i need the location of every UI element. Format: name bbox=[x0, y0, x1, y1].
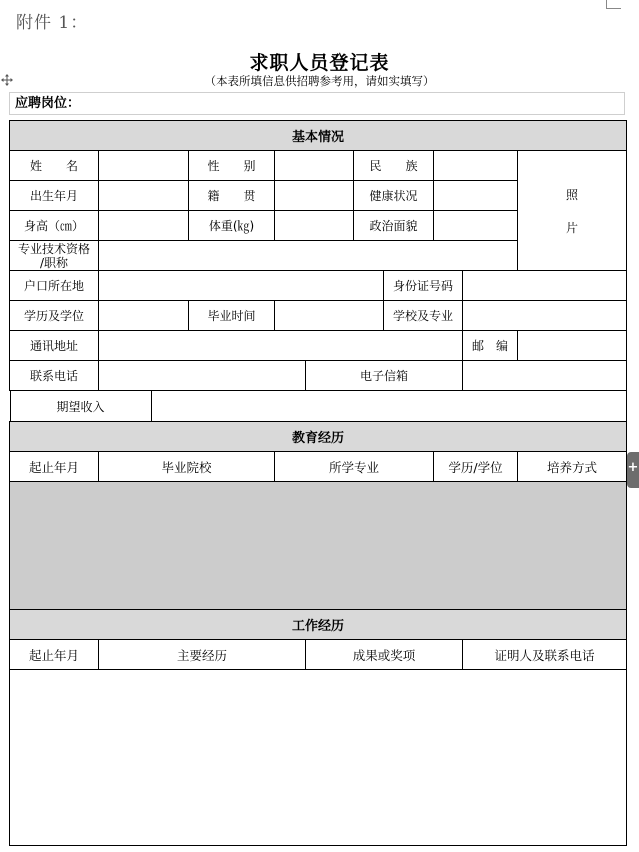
work-col-achievements: 成果或奖项 bbox=[306, 640, 463, 670]
edu-col-school: 毕业院校 bbox=[99, 452, 275, 482]
education-entries-area[interactable] bbox=[10, 482, 627, 610]
table-move-icon[interactable] bbox=[1, 74, 13, 86]
side-expand-tab[interactable] bbox=[627, 452, 639, 488]
input-hukou[interactable] bbox=[99, 271, 384, 301]
label-ethnicity: 民 族 bbox=[354, 151, 434, 181]
label-postcode: 邮 编 bbox=[463, 331, 518, 361]
input-phone[interactable] bbox=[99, 361, 306, 391]
label-professional-title-line1: 专业技术资格 bbox=[17, 241, 90, 256]
label-phone: 联系电话 bbox=[10, 361, 99, 391]
registration-form-table bbox=[9, 120, 627, 846]
work-entries-area[interactable] bbox=[10, 670, 627, 846]
label-political: 政治面貌 bbox=[354, 211, 434, 241]
label-weight: 体重(㎏) bbox=[189, 211, 275, 241]
input-professional-title[interactable] bbox=[99, 241, 518, 271]
label-salary: 期望收入 bbox=[11, 391, 152, 421]
input-height[interactable] bbox=[99, 211, 189, 241]
label-address: 通讯地址 bbox=[10, 331, 99, 361]
label-height: 身高（㎝） bbox=[10, 211, 99, 241]
input-education[interactable] bbox=[99, 301, 189, 331]
label-grad-time: 毕业时间 bbox=[189, 301, 275, 331]
input-name[interactable] bbox=[99, 151, 189, 181]
label-school-major: 学校及专业 bbox=[384, 301, 463, 331]
input-birth[interactable] bbox=[99, 181, 189, 211]
input-email[interactable] bbox=[463, 361, 627, 391]
photo-label-1: 照 bbox=[566, 187, 579, 202]
edu-col-period: 起止年月 bbox=[10, 452, 99, 482]
input-postcode[interactable] bbox=[518, 331, 627, 361]
section-work: 工作经历 bbox=[10, 610, 627, 640]
page-corner-mark bbox=[606, 0, 621, 9]
plus-icon: + bbox=[627, 460, 639, 475]
input-school-major[interactable] bbox=[463, 301, 627, 331]
label-hukou: 户口所在地 bbox=[10, 271, 99, 301]
input-ethnicity[interactable] bbox=[434, 151, 518, 181]
form-subtitle: （本表所填信息供招聘参考用，请如实填写） bbox=[204, 74, 435, 88]
input-grad-time[interactable] bbox=[275, 301, 384, 331]
section-basic-info: 基本情况 bbox=[10, 121, 627, 151]
input-native-place[interactable] bbox=[275, 181, 354, 211]
label-native-place: 籍 贯 bbox=[189, 181, 275, 211]
input-salary[interactable] bbox=[152, 391, 626, 421]
input-gender[interactable] bbox=[275, 151, 354, 181]
input-health[interactable] bbox=[434, 181, 518, 211]
edu-col-training-mode: 培养方式 bbox=[518, 452, 627, 482]
label-email: 电子信箱 bbox=[306, 361, 463, 391]
label-birth: 出生年月 bbox=[10, 181, 99, 211]
work-col-period: 起止年月 bbox=[10, 640, 99, 670]
form-title: 求职人员登记表 bbox=[249, 52, 390, 74]
edu-col-major: 所学专业 bbox=[275, 452, 434, 482]
edu-col-degree: 学历/学位 bbox=[434, 452, 518, 482]
label-education: 学历及学位 bbox=[10, 301, 99, 331]
input-weight[interactable] bbox=[275, 211, 354, 241]
work-col-experience: 主要经历 bbox=[99, 640, 306, 670]
attachment-label: 附件 1： bbox=[16, 13, 89, 33]
photo-label-2: 片 bbox=[566, 220, 579, 235]
salary-row bbox=[10, 391, 627, 422]
label-name: 姓 名 bbox=[10, 151, 99, 181]
work-col-reference: 证明人及联系电话 bbox=[463, 640, 627, 670]
section-education: 教育经历 bbox=[10, 422, 627, 452]
label-professional-title-line2: /职称 bbox=[39, 255, 69, 270]
photo-box[interactable] bbox=[518, 151, 627, 271]
applied-position-row[interactable] bbox=[9, 92, 625, 115]
applied-position-label: 应聘岗位： bbox=[15, 96, 81, 111]
label-professional-title bbox=[10, 241, 99, 271]
label-gender: 性 别 bbox=[189, 151, 275, 181]
label-id-number: 身份证号码 bbox=[384, 271, 463, 301]
label-health: 健康状况 bbox=[354, 181, 434, 211]
input-political[interactable] bbox=[434, 211, 518, 241]
input-id-number[interactable] bbox=[463, 271, 627, 301]
input-address[interactable] bbox=[99, 331, 463, 361]
